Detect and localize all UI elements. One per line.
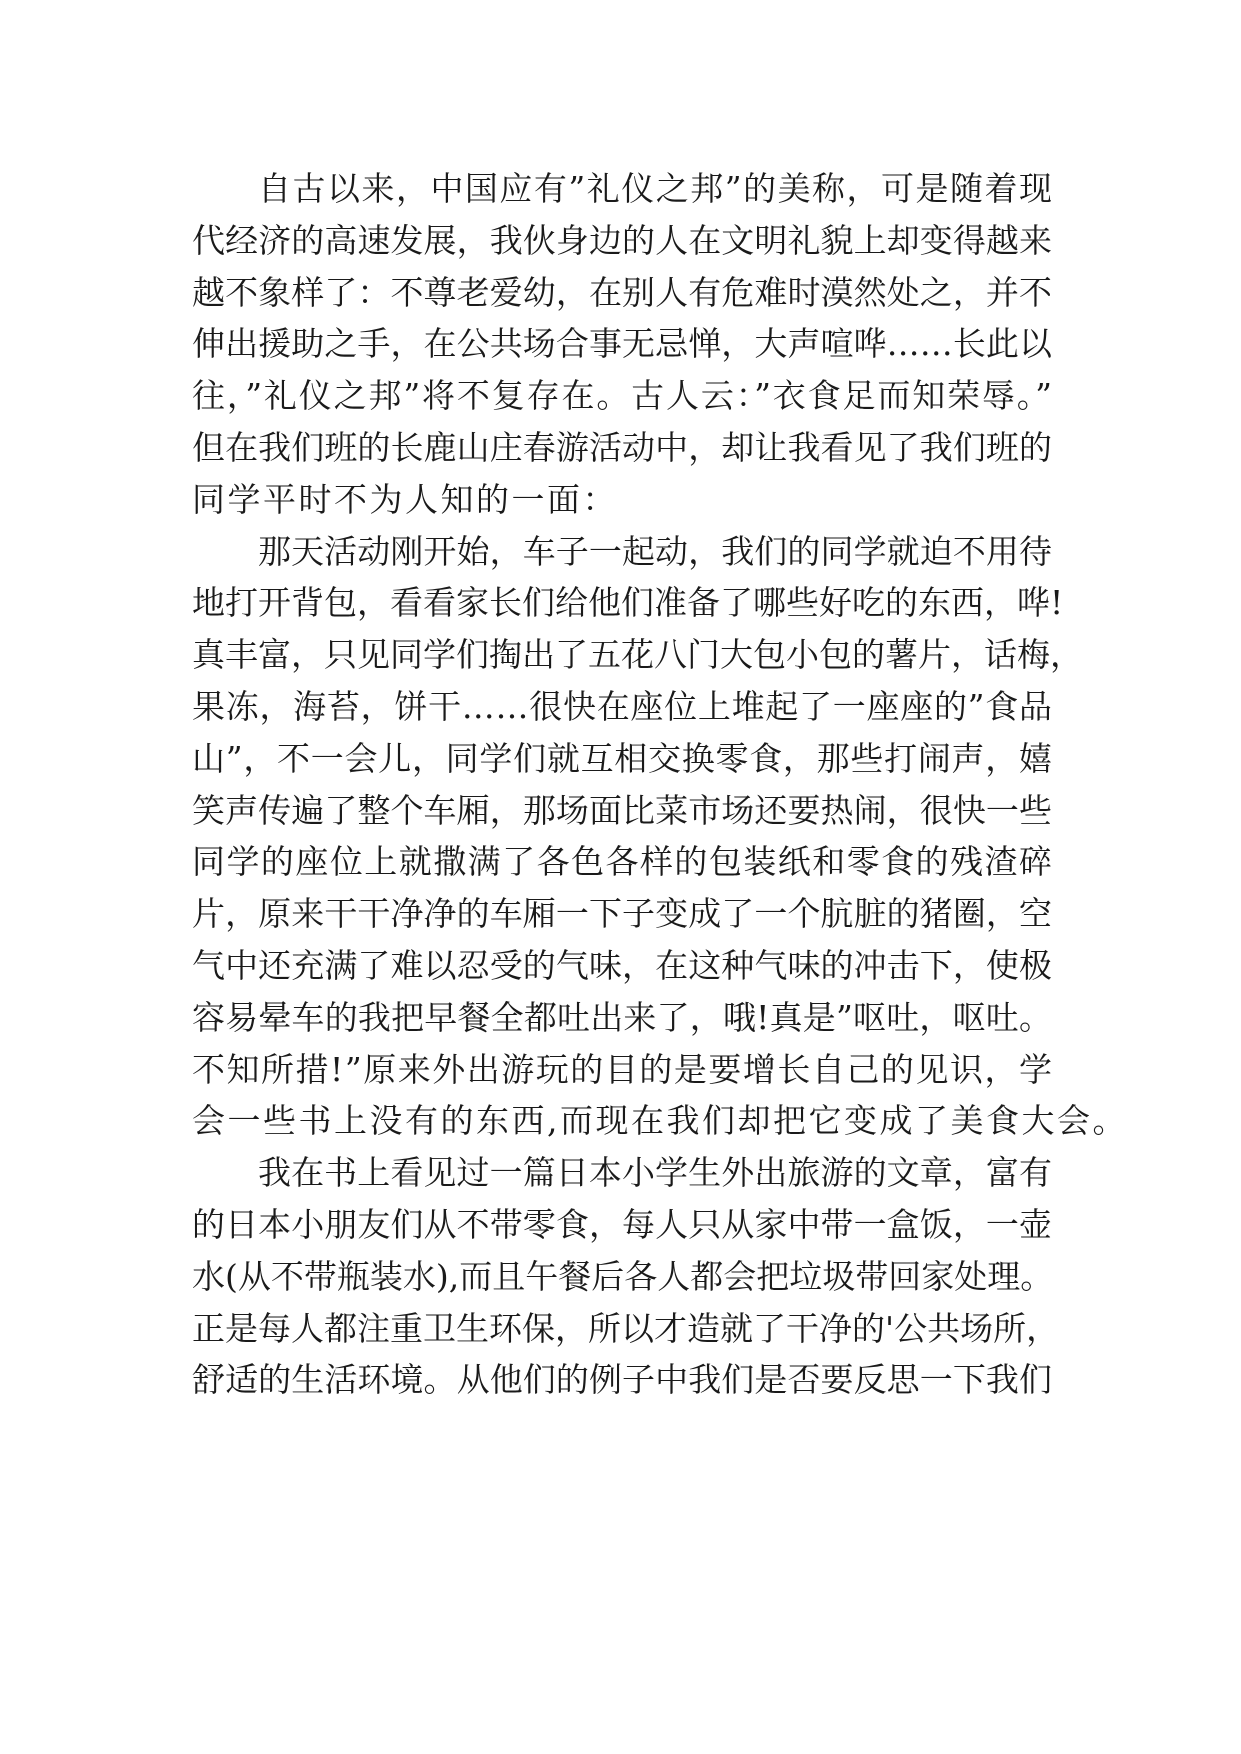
- text-line: 伸出援助之手，在公共场合事无忌惮，大声喧哗……长此以: [192, 324, 1053, 364]
- text-line: 的日本小朋友们从不带零食，每人只从家中带一盒饭，一壶: [192, 1204, 1053, 1244]
- text-line: 真丰富，只见同学们掏出了五花八门大包小包的薯片，话梅，: [192, 635, 1083, 675]
- text-line: 山”，不一会儿，同学们就互相交换零食，那些打闹声，嬉: [192, 738, 1053, 778]
- text-line: 同学平时不为人知的一面：: [192, 479, 618, 519]
- text-line: 往，”礼仪之邦”将不复存在。古人云：”衣食足而知荣辱。”: [192, 376, 1054, 416]
- body-text: [192, 163, 1128, 1406]
- text-line: 地打开背包，看看家长们给他们准备了哪些好吃的东西，哗!: [192, 583, 1064, 623]
- text-line: 笑声传遍了整个车厢，那场面比菜市场还要热闹，很快一些: [192, 790, 1053, 830]
- paragraph-first-line: 自古以来，中国应有”礼仪之邦”的美称，可是随着现: [258, 169, 1054, 208]
- text-line: 果冻，海苔，饼干……很快在座位上堆起了一座座的”食品: [192, 686, 1053, 726]
- text-line: 会一些书上没有的东西,而现在我们却把它变成了美食大会。: [192, 1101, 1128, 1141]
- text-line: 代经济的高速发展，我伙身边的人在文明礼貌上却变得越来: [192, 220, 1053, 260]
- text-line: 片，原来干干净净的车厢一下子变成了一个肮脏的猪圈，空: [192, 894, 1053, 934]
- text-line: 越不象样了：不尊老爱幼，在别人有危难时漠然处之，并不: [192, 272, 1053, 312]
- text-line: 舒适的生活环境。从他们的例子中我们是否要反思一下我们: [192, 1360, 1053, 1400]
- paragraph-first-line: 那天活动刚开始，车子一起动，我们的同学就迫不用待: [258, 531, 1053, 571]
- text-line: 容易晕车的我把早餐全都吐出来了，哦!真是”呕吐，呕吐。: [192, 997, 1053, 1037]
- text-line: 不知所措!”原来外出游玩的目的是要增长自己的见识，学: [192, 1049, 1054, 1089]
- text-line: 但在我们班的长鹿山庄春游活动中，却让我看见了我们班的: [192, 427, 1053, 467]
- text-line: 水(从不带瓶装水),而且午餐后各人都会把垃圾带回家处理。: [192, 1256, 1054, 1296]
- text-line: 气中还充满了难以忍受的气味，在这种气味的冲击下，使极: [192, 945, 1053, 985]
- paragraph-first-line: 我在书上看见过一篇日本小学生外出旅游的文章，富有: [258, 1153, 1053, 1193]
- text-line: 同学的座位上就撒满了各色各样的包装纸和零食的残渣碎: [192, 842, 1054, 882]
- text-line: 正是每人都注重卫生环保，所以才造就了干净的'公共场所，: [192, 1308, 1060, 1348]
